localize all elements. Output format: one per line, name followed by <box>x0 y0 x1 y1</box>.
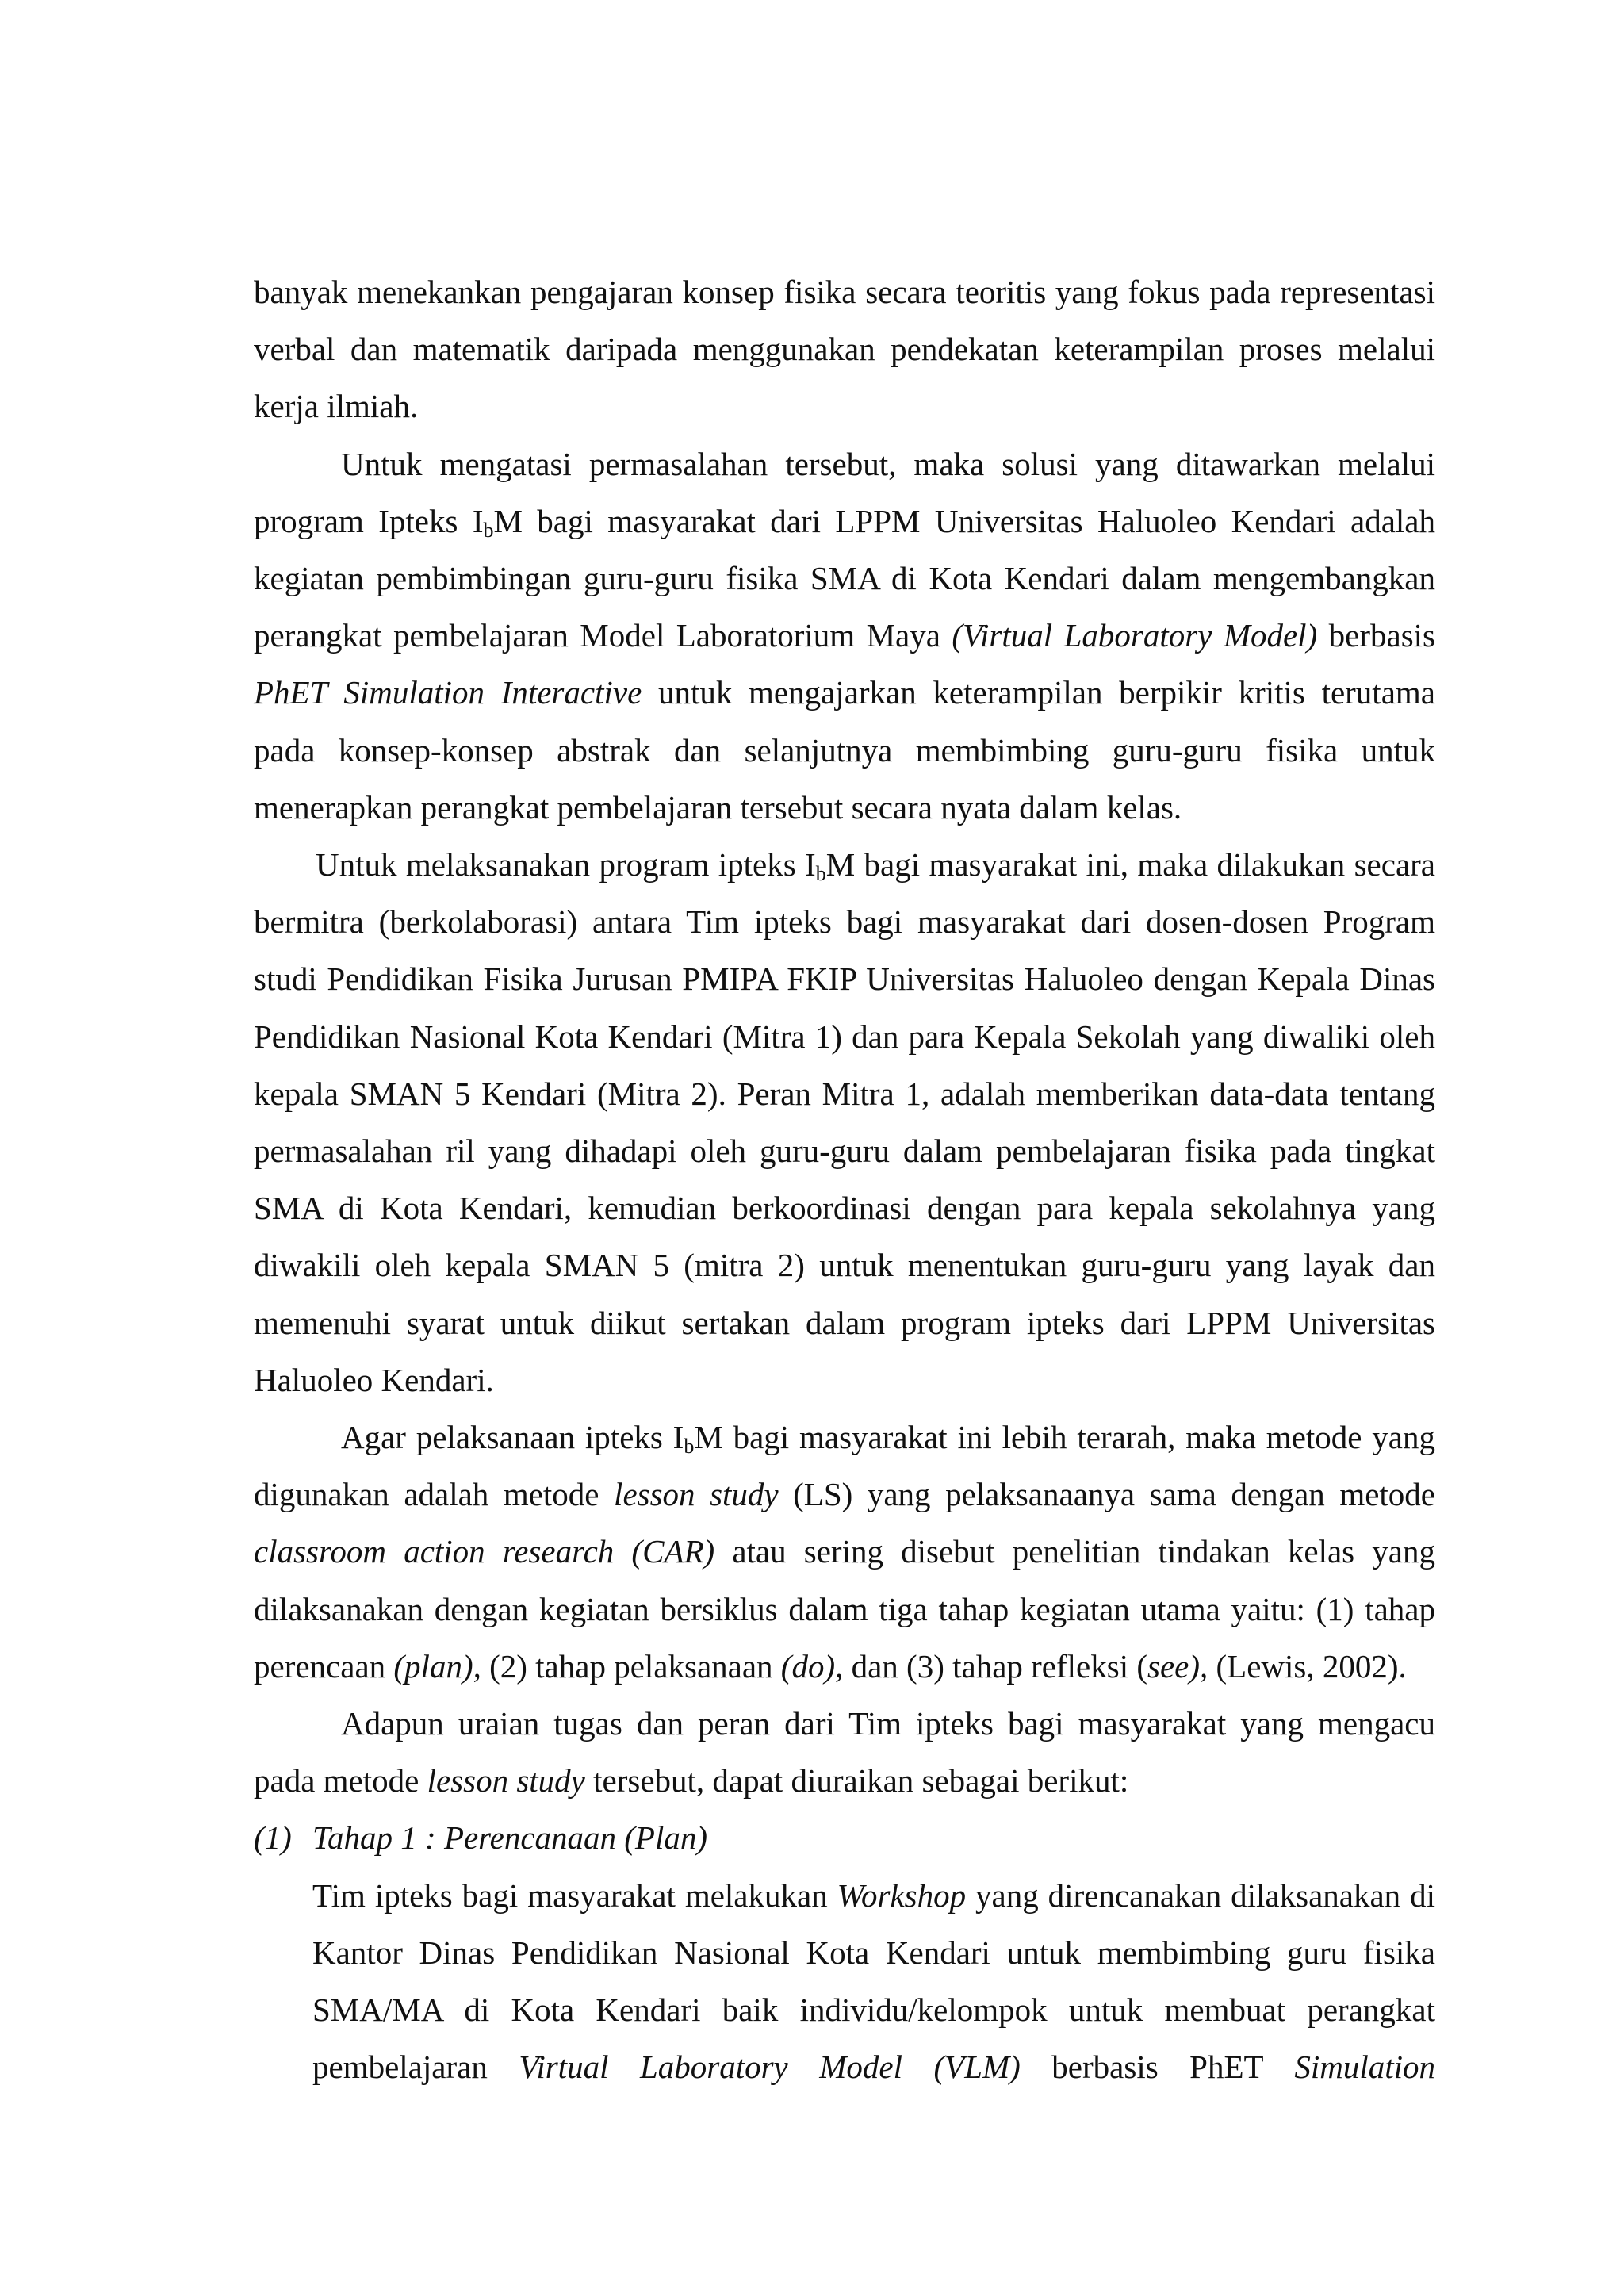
p4-italic-car: classroom action research (CAR) <box>254 1533 715 1570</box>
paragraph-1 <box>254 263 1435 435</box>
p4-text-a: Agar pelaksanaan ipteks I <box>341 1419 684 1456</box>
p4-text-f: dan (3) tahap refleksi ( <box>843 1647 1147 1685</box>
p4-italic-lesson-study: lesson study <box>614 1476 779 1513</box>
p5-text-a: Adapun uraian tugas dan peran dari Tim ipteks bagi masyarakat yang mengacu pada metode <box>254 1705 1435 1800</box>
p2-text-d: untuk mengajarkan keterampilan berpikir kritis terutama pada konsep-konsep abstrak dan selanjutnya membimbing guru-guru fisika untuk menerapkan perangkat pembelajaran tersebut secara nyata dalam kelas. <box>254 674 1435 826</box>
p4-text-g: (Lewis, 2002). <box>1208 1647 1407 1685</box>
p5-text-b: tersebut, dapat diuraikan sebagai berikut: <box>584 1762 1129 1800</box>
p2-text-a: Untuk mengatasi permasalahan tersebut, maka solusi yang ditawarkan melalui program Ipteks I <box>254 445 1435 539</box>
p4-text-c: (LS) yang pelaksanaanya sama dengan metode <box>778 1476 1436 1513</box>
p3-text-b: M bagi masyarakat ini, maka dilakukan secara bermitra (berkolaborasi) antara Tim ipteks bagi masyarakat dari dosen-dosen Program studi Pendidikan Fisika Jurusan PMIPA FKIP Universitas Haluoleo dengan Kepala Dinas Pendidikan Nasional Kota Kendari (Mitra 1) dan para Kepala Sekolah yang diwaliki oleh kepala SMAN 5 Kendari (Mitra 2). Peran Mitra 1, adalah memberikan data-data tentang permasalahan ril yang dihadapi oleh guru-guru dalam pembelajaran fisika pada tingkat SMA di Kota Kendari, kemudian berkoordinasi dengan para kepala sekolahnya yang diwakili oleh kepala SMAN 5 (mitra 2) untuk menentukan guru-guru yang layak dan memenuhi syarat untuk diikut sertakan dalam program ipteks dari LPPM Universitas Haluoleo Kendari. <box>254 846 1436 1398</box>
list-item-1-number: (1) <box>254 1819 292 1857</box>
paragraph-2 <box>254 435 1435 836</box>
p2-subscript: b <box>483 518 494 542</box>
paragraph-5 <box>254 1695 1435 1809</box>
p2-text-c: berbasis <box>1317 617 1435 654</box>
p2-italic-phet: PhET Simulation Interactive <box>254 674 642 711</box>
paragraph-3 <box>254 836 1435 1409</box>
p4-text-d: atau sering disebut penelitian tindakan kelas yang dilaksanakan dengan kegiatan bersiklus dalam tiga tahap kegiatan utama yaitu: (1) tahap perencaan <box>254 1533 1435 1685</box>
paragraph-4 <box>254 1409 1435 1695</box>
p4-italic-plan: (plan), <box>393 1647 481 1685</box>
p4-subscript: b <box>684 1435 695 1458</box>
item1-text-c: berbasis PhET <box>1020 2049 1295 2086</box>
p4-italic-see: see), <box>1147 1647 1208 1685</box>
item1-italic-workshop: Workshop <box>837 1876 967 1914</box>
paragraph-1-text: banyak menekankan pengajaran konsep fisika secara teoritis yang fokus pada representasi verbal dan matematik daripada menggunakan pendekatan keterampilan proses melalui kerja ilmiah. <box>254 274 1435 425</box>
item1-italic-vlm: Virtual Laboratory Model (VLM) <box>519 2049 1021 2086</box>
p4-italic-do: (do), <box>780 1647 844 1685</box>
p4-text-e: (2) tahap pelaksanaan <box>481 1647 781 1685</box>
p2-text-b: M bagi masyarakat dari LPPM Universitas Haluoleo Kendari adalah kegiatan pembimbingan guru-guru fisika SMA di Kota Kendari dalam mengembangkan perangkat pembelajaran Model Laboratorium Maya <box>254 502 1435 654</box>
item1-text-b: yang direncanakan dilaksanakan di Kantor Dinas Pendidikan Nasional Kota Kendari untuk membimbing guru fisika SMA/MA di Kota Kendari baik individu/kelompok untuk membuat perangkat pembelajaran <box>312 1876 1435 2086</box>
list-item-1-heading <box>254 1809 1435 1866</box>
p4-text-b: M bagi masyarakat ini lebih terarah, maka metode yang digunakan adalah metode <box>254 1419 1435 1513</box>
p5-italic-lesson-study: lesson study <box>427 1762 585 1800</box>
item1-text-a: Tim ipteks bagi masyarakat melakukan <box>312 1876 837 1914</box>
document-page <box>254 263 1435 2096</box>
item1-italic-simulation: Simulation <box>1294 2049 1435 2086</box>
p3-text-a: Untuk melaksanakan program ipteks I <box>316 846 816 884</box>
p3-subscript: b <box>815 862 826 886</box>
list-item-1-body <box>312 1867 1435 2096</box>
p2-italic-vlm: (Virtual Laboratory Model) <box>952 617 1318 654</box>
list-item-1-title: Tahap 1 : Perencanaan (Plan) <box>312 1819 708 1857</box>
